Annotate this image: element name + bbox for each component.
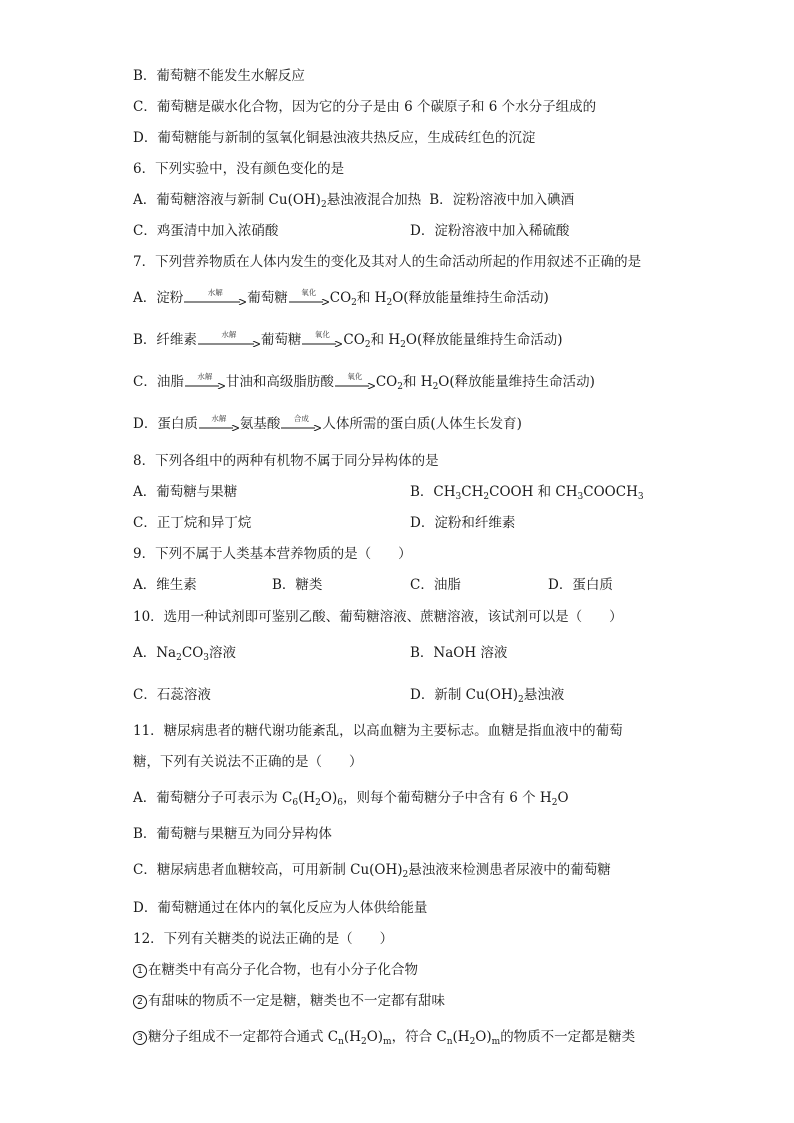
q11-option-a: A．葡萄糖分子可表示为 $C_6(H_2O)_6$，则每个葡萄糖分子中含有 6 个 $H_2O$	[133, 790, 569, 808]
hydrolysis-arrow: 水解	[198, 332, 260, 350]
circled-number: 1	[133, 964, 147, 978]
q11-option-d: D．葡萄糖通过在体内的氧化反应为人体供给能量	[133, 900, 428, 916]
oxidation-arrow: 氧化	[302, 332, 342, 350]
q9-option-c: C．油脂	[410, 577, 461, 593]
q11-stem-line1: 11．糖尿病患者的糖代谢功能紊乱，以高血糖为主要标志。血糖是指血液中的葡萄	[133, 723, 623, 739]
circled-number: 2	[133, 995, 147, 1009]
q12-statement-1: 1 在糖类中有高分子化合物，也有小分子化合物	[133, 961, 418, 979]
q7-option-d: D．蛋白质 水解 氨基酸 合成 人体所需的蛋白质(人体生长发育)	[133, 413, 522, 432]
q6-row-cd	[133, 222, 570, 240]
hydrolysis-arrow: 水解	[184, 290, 246, 308]
q10-option-b: B．NaOH 溶液	[410, 645, 508, 661]
hydrolysis-arrow: 水解	[199, 416, 239, 434]
q10-option-c: C．石蕊溶液	[133, 687, 211, 703]
q9-stem: 9．下列不属于人类基本营养物质的是（ ）	[133, 546, 412, 562]
q8-option-b: B．$CH_3CH_2COOH$ 和 $CH_3COOCH_3$	[410, 484, 644, 502]
q10-option-d: D．新制 $Cu(OH)_2$悬浊液	[410, 687, 565, 705]
q8-option-c: C．正丁烷和异丁烷	[133, 515, 252, 531]
q6-option-c: C．鸡蛋清中加入浓硝酸	[133, 223, 279, 239]
q5-option-c: C．葡萄糖是碳水化合物，因为它的分子是由 6 个碳原子和 6 个水分子组成的	[133, 99, 597, 115]
q11-stem-line2: 糖，下列有关说法不正确的是（ ）	[133, 754, 363, 770]
circled-number: 3	[133, 1031, 147, 1045]
q7-option-c: C．油脂 水解 甘油和高级脂肪酸 氧化 $CO_2$和 $H_2O$(释放能量维持生命活动)	[133, 371, 595, 392]
q5-option-d: D．葡萄糖能与新制的氢氧化铜悬浊液共热反应，生成砖红色的沉淀	[133, 130, 536, 146]
q10-stem: 10．选用一种试剂即可鉴别乙酸、葡萄糖溶液、蔗糖溶液，该试剂可以是（ ）	[133, 609, 623, 625]
q11-option-b: B．葡萄糖与果糖互为同分异构体	[133, 826, 332, 842]
q9-options	[133, 576, 653, 594]
q9-option-b: B．糖类	[272, 577, 323, 593]
q7-option-b: B．纤维素 水解 葡萄糖 氧化 $CO_2$和 $H_2O$(释放能量维持生命活动)	[133, 329, 563, 350]
q10-option-a: A．$Na_2CO_3$溶液	[133, 645, 236, 663]
q6-option-a: A．葡萄糖溶液与新制 $Cu(OH)_2$悬浊液混合加热	[133, 192, 422, 210]
q10-row-cd	[133, 686, 653, 704]
q6-stem: 6．下列实验中，没有颜色变化的是	[133, 161, 345, 177]
q12-statement-3: 3 糖分子组成不一定都符合通式 $C_n(H_2O)_m$，符合 $C_n(H_2O)_m$的物质不一定都是糖类	[133, 1028, 635, 1046]
q12-stem: 12．下列有关糖类的说法正确的是（ ）	[133, 931, 394, 947]
hydrolysis-arrow: 水解	[185, 374, 225, 392]
q10-row-ab	[133, 644, 653, 662]
q8-row-cd	[133, 514, 653, 532]
q9-option-d: D．蛋白质	[548, 577, 613, 593]
q8-option-a: A．葡萄糖与果糖	[133, 484, 238, 500]
oxidation-arrow: 氧化	[335, 374, 375, 392]
q7-stem: 7．下列营养物质在人体内发生的变化及其对人的生命活动所起的作用叙述不正确的是	[133, 254, 642, 270]
q9-option-a: A．维生素	[133, 577, 197, 593]
q5-option-b: B．葡萄糖不能发生水解反应	[133, 68, 305, 84]
q6-option-d: D．淀粉溶液中加入稀硫酸	[410, 223, 570, 239]
synthesis-arrow: 合成	[281, 416, 321, 434]
q8-row-ab	[133, 483, 653, 501]
q7-option-a: A．淀粉 水解 葡萄糖 氧化 $CO_2$和 $H_2O$(释放能量维持生命活动)	[133, 287, 549, 308]
q8-option-d: D．淀粉和纤维素	[410, 515, 516, 531]
q6-option-b: B．淀粉溶液中加入碘酒	[429, 192, 575, 208]
oxidation-arrow: 氧化	[289, 290, 329, 308]
q11-option-c: C．糖尿病患者血糖较高，可用新制 $Cu(OH)_2$悬浊液来检测患者尿液中的葡萄糖	[133, 862, 611, 880]
q8-stem: 8．下列各组中的两种有机物不属于同分异构体的是	[133, 453, 439, 469]
q12-statement-2: 2 有甜味的物质不一定是糖，糖类也不一定都有甜味	[133, 992, 445, 1010]
q6-row-ab	[133, 191, 574, 209]
